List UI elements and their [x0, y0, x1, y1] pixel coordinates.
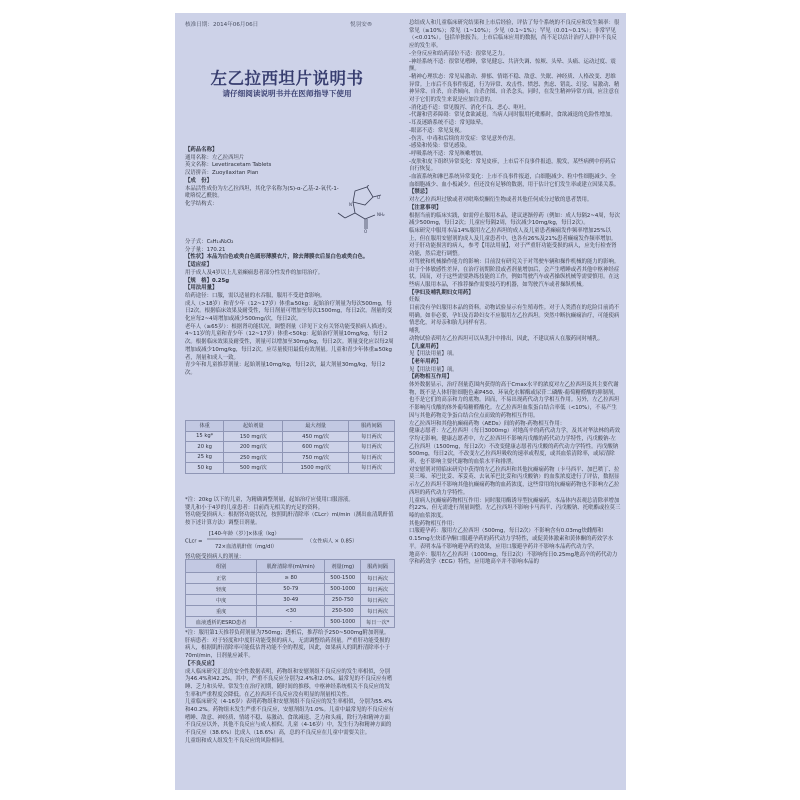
table-cell: 25 kg [186, 452, 224, 463]
renal-header-cell: 服药间隔 [361, 560, 395, 573]
paragraph: 由于个体敏感性差异，在治疗初期阶段或者剂量增加后，会产生嗜睡或者其他中枢神经症状。因而，对于这些需要熟练技能的工作，例如驾驶汽车或者操纵机械等需要慎用。在这些病人服用本品，不推荐操作需要技巧的机器，如驾驶汽车或者操纵机械。 [409, 266, 620, 288]
renal-header-cell: 组别 [186, 560, 257, 573]
leaflet-sheet [175, 13, 626, 790]
paragraph: 妊娠 [409, 297, 420, 304]
paragraph: 英文名称：Levetiracetam Tablets [185, 162, 272, 169]
paragraph: 哺乳 [409, 328, 420, 335]
paragraph: 体外数据显示，治疗剂量范围内获得的高于Cmax水平的浓度对左乙拉西坦及其主要代谢物，既不是人体肝脏细胞色素P450、环氧化水解酶或尿苷二磷酸-葡萄糖醛酸的抑制剂，也不是它们的高亲和力的底物。因而，不易出现药代动力学相互作用。另外，左乙拉西坦不影响丙戊酸的体外葡萄糖醛酸化。左乙拉西坦血浆蛋白结合率低（<10%），不易产生因与其他药物竞争蛋白结合位点而致的药物相互作用。 [409, 382, 620, 419]
carbonyl-oxygen-label: O [364, 229, 368, 233]
paragraph: 儿童病人抗癫痫药物相互作用：同时服用酶诱导型抗癫痫药，本品体内表观总清除率增加约22%，但无需进行剂量调整。左乙拉西坦不影响卡马西平、丙戊酸钠、托吡酯或拉莫三嗪的血浆浓度。 [409, 497, 621, 519]
dose-header-cell: 起始剂量 [224, 421, 283, 432]
table-row [186, 431, 395, 442]
paragraph: -呼吸系统不适：常见咳嗽增加。 [409, 150, 487, 157]
paragraph: -皮肤和皮下组织异常变化：常见皮疹，上市后不良事件报道，脱发，某些病例中停药后自行恢复。 [409, 158, 616, 173]
paragraph: 肾功能受损病人：根据肾功能状况，按照肌酐清除率（CLcr）ml/min（测出血清肌酐值按下述计算方法）调整日剂量。 [185, 512, 394, 527]
paragraph: 动物试验表明左乙拉西坦可以从乳汁中排出，因此，不建议病人在服药同时哺乳。 [409, 335, 604, 342]
section-heading: 【禁忌】 [409, 189, 431, 196]
paragraph: 健康志愿者：左乙拉西坦（每日3000mg）对地高辛的药代动力学，及其对华法林的药效学均无影响。健康志愿者中，左乙拉西坦不影响丙戊酸的药代动力学特性，丙戊酸钠-左乙拉西坦（1500mg，每日2次）不改变健康志愿者丙戊酸的药代动力学特性。丙戊酸钠500mg，每日2次，不改变左乙拉西坦吸收的速率或程度，或其血浆清除率，或尿清除率，也不影响主要代谢物的血浆水平和排泄。 [409, 428, 621, 466]
paragraph: 总结成人和儿童临床研究结果和上市后经验，评估了每个系统的不良反应和发生频率：很常见（≥10%）；常见（1~10%）；少见（0.1~1%）；罕见（0.01~0.1%）；非常罕见（<0.01%）。包括单独报告。上市后临床应用的数据，尚不足以估计治疗人群中不良反应的发生率。 [409, 20, 620, 50]
left-top-section [185, 147, 341, 209]
left-middle-section [185, 239, 395, 378]
paragraph: 其他药物相互作用： [409, 520, 458, 527]
section-heading: 【药品名称】 [185, 147, 218, 153]
table-cell: 每日两次 [348, 452, 394, 463]
pediatric-dose-table [185, 420, 395, 474]
left-notes-section [185, 497, 395, 528]
section-heading: 【适应症】 [185, 262, 212, 269]
table-row [186, 452, 395, 463]
table-row [186, 595, 395, 606]
paragraph: 分子式：C₈H₁₄N₂O₂ [185, 239, 234, 245]
document-subtitle: 请仔细阅读说明书并在医师指导下使用 [222, 89, 352, 98]
table-cell: 每日两次 [361, 584, 395, 595]
paragraph: 口服避孕药：服用左乙拉西坦（500mg，每日2次）不影响含有0.03mg炔雌醇和0.15mg左炔诺孕酮口服避孕药的药代动力学特性，或促黄体激素和黄体酮的药效学水平。表明本品不影响避孕药的效果，应用口服避孕药并不影响本品药代动力学。 [409, 528, 613, 550]
paragraph: 临床研究中服用本品14%服用左乙拉西坦的成人及儿童患者癫痫发作频率增加25%以上，但在服用安慰剂的成人及儿童患者中，也各有26%及21%患者癫痫发作频率增加。 [409, 227, 617, 242]
paragraph: *注：20kg 以下的儿童，为精确调整剂量，起始治疗应使用口服溶液。 [185, 497, 354, 503]
paragraph: -神经系统不适：很常见嗜睡，常见健忘、共济失调、惊厥、头晕、头痛、运动过度、震颤。 [409, 58, 616, 73]
section-heading: 【儿童用药】 [409, 343, 442, 350]
table-cell: 500-1000 [325, 617, 361, 628]
table-cell: - [257, 617, 325, 628]
table-cell: 600 mg/次 [283, 442, 349, 453]
paragraph: 肝病患者：对于轻度和中度肝功能受损的病人，无需调整给药剂量。严重肝功能受损的病人，根据肌酐清除率可能低估肾功能不全的程度，因此，如果病人的肌酐清除率小于70ml/min，日剂量应减半。 [185, 637, 390, 660]
amine-label: NH₂ [377, 212, 385, 217]
brand-name: 悦羽安® [350, 22, 373, 28]
paragraph: 儿童组和成人组发生不良反应的风险相同。 [185, 737, 288, 744]
dose-header-cell: 体重 [186, 421, 224, 432]
nitrogen-label: N [349, 202, 352, 207]
paragraph: 对安慰剂对照临床研究中获得的左乙拉西坦和其他抗癫痫药物（卡马西平、加巴喷丁、拉莫三嗪、苯巴比妥、苯妥英、去氧苯巴比妥和丙戊酸钠）的血浆浓度进行了评估，数据显示左乙拉西坦不影响其他抗癫痫药物的血药浓度，这些常用的抗癫痫药物也不影响左乙拉西坦的药代动力学特性。 [409, 466, 620, 496]
section-heading: 【规 格】0.25g [185, 277, 230, 284]
left-bottom-section [185, 630, 395, 746]
paragraph: 化学结构式： [185, 200, 218, 207]
table-cell: 150 mg/次 [224, 431, 283, 442]
table-cell: 450 mg/次 [283, 431, 349, 442]
table-cell: 每日两次 [361, 573, 395, 584]
section-heading: 【药物相互作用】 [409, 374, 453, 381]
chemical-structure-diagram [333, 185, 395, 233]
formula-female-factor: （女性病人 × 0.85） [307, 538, 358, 545]
paragraph: 本品活性成份为左乙拉西坦，其化学名称为(S)-α-乙基-2-氧代-1-吡咯烷乙酰胺。 [185, 185, 339, 200]
paragraph: 成人（>18岁）和青少年（12~17岁）体重≥50kg：起始治疗剂量为每次500mg，每日2次。根据临床效果及耐受性，每日剂量可增加至每次1500mg，每日2次。剂量的变化应每2~4周增加或减少500mg/次，每日2次。 [185, 300, 393, 323]
section-heading: 【性状】本品为白色或类白色圆形薄膜衣片，除去薄膜衣后显白色或类白色。 [185, 254, 369, 261]
paragraph: 儿童临床研究（4-16岁）表明药物组和安慰剂组不良反应的发生率相似，分别为55.4%和40.2%。药物组未发生严重不良反应，安慰剂组为1.0%。儿童中最常见的不良反应有嗜睡、敌意、神经质、情绪不稳、易激动、食欲减退、乏力和头痛，除行为和精神方面不良反应以外，其他不良反应与成人相似。儿童（4-16岁）中，发生行为和精神方面的不良反应（38.6%）比成人（18.6%）高，总的不良反应在儿童中需要关注。 [185, 699, 394, 737]
table-cell: 每日两次 [361, 595, 395, 606]
paragraph: 左乙拉西坦和其他抗癫痫药物（AEDs）间的药物-药物相互作用： [409, 420, 566, 427]
dose-header-cell: 最大剂量 [283, 421, 349, 432]
paragraph: 目前没有孕妇服用本品的资料。动物试验显示有生殖毒性。对于人类潜在的危险目前尚不明确。如非必要，孕妇及育龄妇女不应服用左乙拉西坦。突然中断抗癫痫治疗，可能使病情恶化，对母亲和胎儿同样有害。 [409, 305, 620, 327]
left-column [175, 13, 399, 790]
formula-denominator: 72×血清肌酐值（mg/dl） [215, 544, 278, 550]
paragraph: 对驾驶和机械操作能力的影响：目前没有研究关于对驾驶车辆和操作机械的能力的影响。 [409, 258, 620, 265]
table-cell: 正常 [186, 573, 257, 584]
table-cell: <30 [257, 606, 325, 617]
table-row [186, 606, 395, 617]
table-cell: 每日两次 [348, 442, 394, 453]
right-text-section [409, 20, 621, 567]
table-cell: 中度 [186, 595, 257, 606]
paragraph: 地高辛：服用左乙拉西坦（1000mg，每日2次）不影响每日0.25mg地高辛的药代动力学和药效学（ECG）特性，应用地高辛并不影响本品的 [409, 551, 618, 566]
table-cell: 每日两次 [348, 431, 394, 442]
table-row [186, 584, 395, 595]
table-row [186, 442, 395, 453]
table-cell: 750 mg/次 [283, 452, 349, 463]
paragraph: 通用名称：左乙拉西坦片 [185, 154, 245, 161]
paragraph: 成人临床研究汇总的安全性数据表明，药物组和安慰剂组不良反应的发生率相似，分别为46.4%和42.2%。其中，严重不良反应分别为2.4%和2.0%。最常见的不良反应有嗜睡、乏力和头晕。常发生在治疗初期，随时间的推移，中枢神经系统相关不良反应的发生率和严重程度会降低。在乙拉西坦不良反应没有明显的剂量相关性。 [185, 668, 393, 698]
paragraph: -血液系统和淋巴系统异常变化：上市不良事件报道，白细胞减少、粒中性细胞减少、全血细胞减少、血小板减少。但还没有足够的数据，用于估计它们发生率或建立因果关系。 [409, 174, 620, 188]
renal-dose-table [185, 559, 395, 628]
table-cell: 1500 mg/次 [283, 463, 349, 474]
paragraph: *注：服用第1天推荐负荷剂量为750mg；透析后，推荐给予250~500mg附加剂量。 [185, 630, 390, 636]
paragraph: 婴儿和小于4岁的儿童患者：目前尚无相关的充足的资料。 [185, 504, 324, 511]
paragraph: 对于肝功能损害的病人，参考【用法用量】，对于严重肝功能受损的病人，应先行检查肾功能，然后进行调整。 [409, 243, 617, 258]
document-title: 左乙拉西坦片说明书 [210, 69, 364, 88]
paragraph: -伤害、中毒和后续的并发症：常见意外伤害。 [409, 135, 519, 142]
section-heading: 【不良反应】 [185, 660, 218, 667]
paragraph: 青少年和儿童推荐剂量：起始剂量10mg/kg，每日2次，最大剂量30mg/kg，每日2次。 [185, 362, 386, 376]
table-cell: 50 kg [186, 463, 224, 474]
table-cell: 500 mg/次 [224, 463, 283, 474]
paragraph: 对左乙拉西坦过敏或者对吡咯烷酮衍生物或者其他任何成分过敏的患者禁用。 [409, 197, 593, 204]
approval-date: 核准日期：2014年06月06日 [185, 22, 259, 28]
section-heading: 【注意事项】 [409, 204, 442, 211]
paragraph: 给药途径：口服，需以适量的水吞服，服用不受进食影响。 [185, 292, 326, 299]
formula-numerator: [140-年龄（岁）]×体重（kg） [209, 531, 280, 537]
clcr-formula [185, 528, 395, 552]
dose-table-header [186, 421, 395, 432]
paragraph: 见【用法用量】项。 [409, 366, 458, 373]
table-cell: 血液透析的ESRD患者 [186, 617, 257, 628]
table-cell: 250-750 [325, 595, 361, 606]
table-cell: 500-1000 [325, 584, 361, 595]
table-cell: 250-500 [325, 606, 361, 617]
paragraph: 4~11岁的儿童和青少年（12~17岁）体重<50kg：起始治疗剂量10mg/kg，每日2次。根据临床效果及耐受性，剂量可以增加至30mg/kg，每日2次。剂量变化应以每2周增加或减少10mg/kg，每日2次。应尽量使用最低有效剂量。儿童和青少年体重≥50kg者，剂量和成人一致。 [185, 331, 394, 361]
table-cell: ≥ 80 [257, 573, 325, 584]
table-cell: 500-1500 [325, 573, 361, 584]
paragraph: -精神心理状态：常见易激动、抑郁、情绪不稳、敌意、失眠、神经质、人格改变、思维异常。上市后不良事件报道，行为异常、攻击性、愤怒、焦虑、错乱、幻觉、易激动、精神异常、自杀，自杀倾向、自杀企图、自杀念头。同时，在发生精神异常方面，应注意在对于它们的发生来说是应加注意的。 [409, 73, 620, 104]
table-row [186, 617, 395, 628]
oxygen-label: O [377, 195, 381, 200]
table-cell: 250 mg/次 [224, 452, 283, 463]
paragraph: 肾功能受损病人的剂量： [185, 554, 245, 560]
section-heading: 【用法用量】 [185, 285, 218, 292]
renal-header-cell: 剂量(mg) [325, 560, 361, 573]
dose-header-cell: 服药间隔 [348, 421, 394, 432]
renal-table-header [186, 560, 395, 573]
table-cell: 轻度 [186, 584, 257, 595]
table-row [186, 573, 395, 584]
table-cell: 30-49 [257, 595, 325, 606]
paragraph: 分子量：170.21 [185, 246, 226, 253]
table-cell: 重度 [186, 606, 257, 617]
paragraph: -耳及迷路系统不适：常见眩晕。 [409, 120, 487, 127]
paragraph: -全身反应和给药部位不适：很常见乏力。 [409, 50, 508, 57]
paragraph: -代谢和营养障碍：常见食欲减退。当病人同时服用托吡酯时，食欲减退的危险性增加。 [409, 112, 616, 119]
table-cell: 15 kg* [186, 431, 224, 442]
section-heading: 【老年用药】 [409, 358, 442, 365]
section-heading: 【成 份】 [185, 177, 212, 184]
right-column [403, 13, 623, 790]
formula-lhs: CLcr = [185, 538, 203, 545]
renal-header-cell: 肌酐清除率(ml/min) [257, 560, 325, 573]
paragraph: 根据当前的临床实践，如需停止服用本品，建议逐渐停药（例如：成人每隔2~4周，每次减少500mg，每日2次；儿童应每隔2周，每次减少10mg/kg，每日2次）。 [409, 212, 620, 227]
table-row [186, 463, 395, 474]
table-cell: 50-79 [257, 584, 325, 595]
paragraph: -眼部不适：常见复视。 [409, 127, 465, 134]
paragraph: 老年人（≥65岁）：根据肾功能状况，调整剂量（详见下文有关肾功能受损病人描述）。 [185, 323, 391, 330]
paragraph: 用于成人及4岁以上儿童癫痫患者部分性发作的加用治疗。 [185, 269, 324, 276]
table-cell: 200 mg/次 [224, 442, 283, 453]
paragraph: 见【用法用量】项。 [409, 351, 458, 358]
paragraph: 汉语拼音：Zuoyilaxitan Pian [185, 170, 259, 177]
table-cell: 每日一次* [361, 617, 395, 628]
table-cell: 每日两次 [361, 606, 395, 617]
table-cell: 20 kg [186, 442, 224, 453]
paragraph: -感染和传染：常见感染。 [409, 143, 471, 150]
paragraph: -消化道不适：常见腹泻、消化不良、恶心、呕吐。 [409, 104, 530, 111]
table-cell: 每日两次 [348, 463, 394, 474]
section-heading: 【孕妇及哺乳期妇女用药】 [409, 289, 474, 296]
